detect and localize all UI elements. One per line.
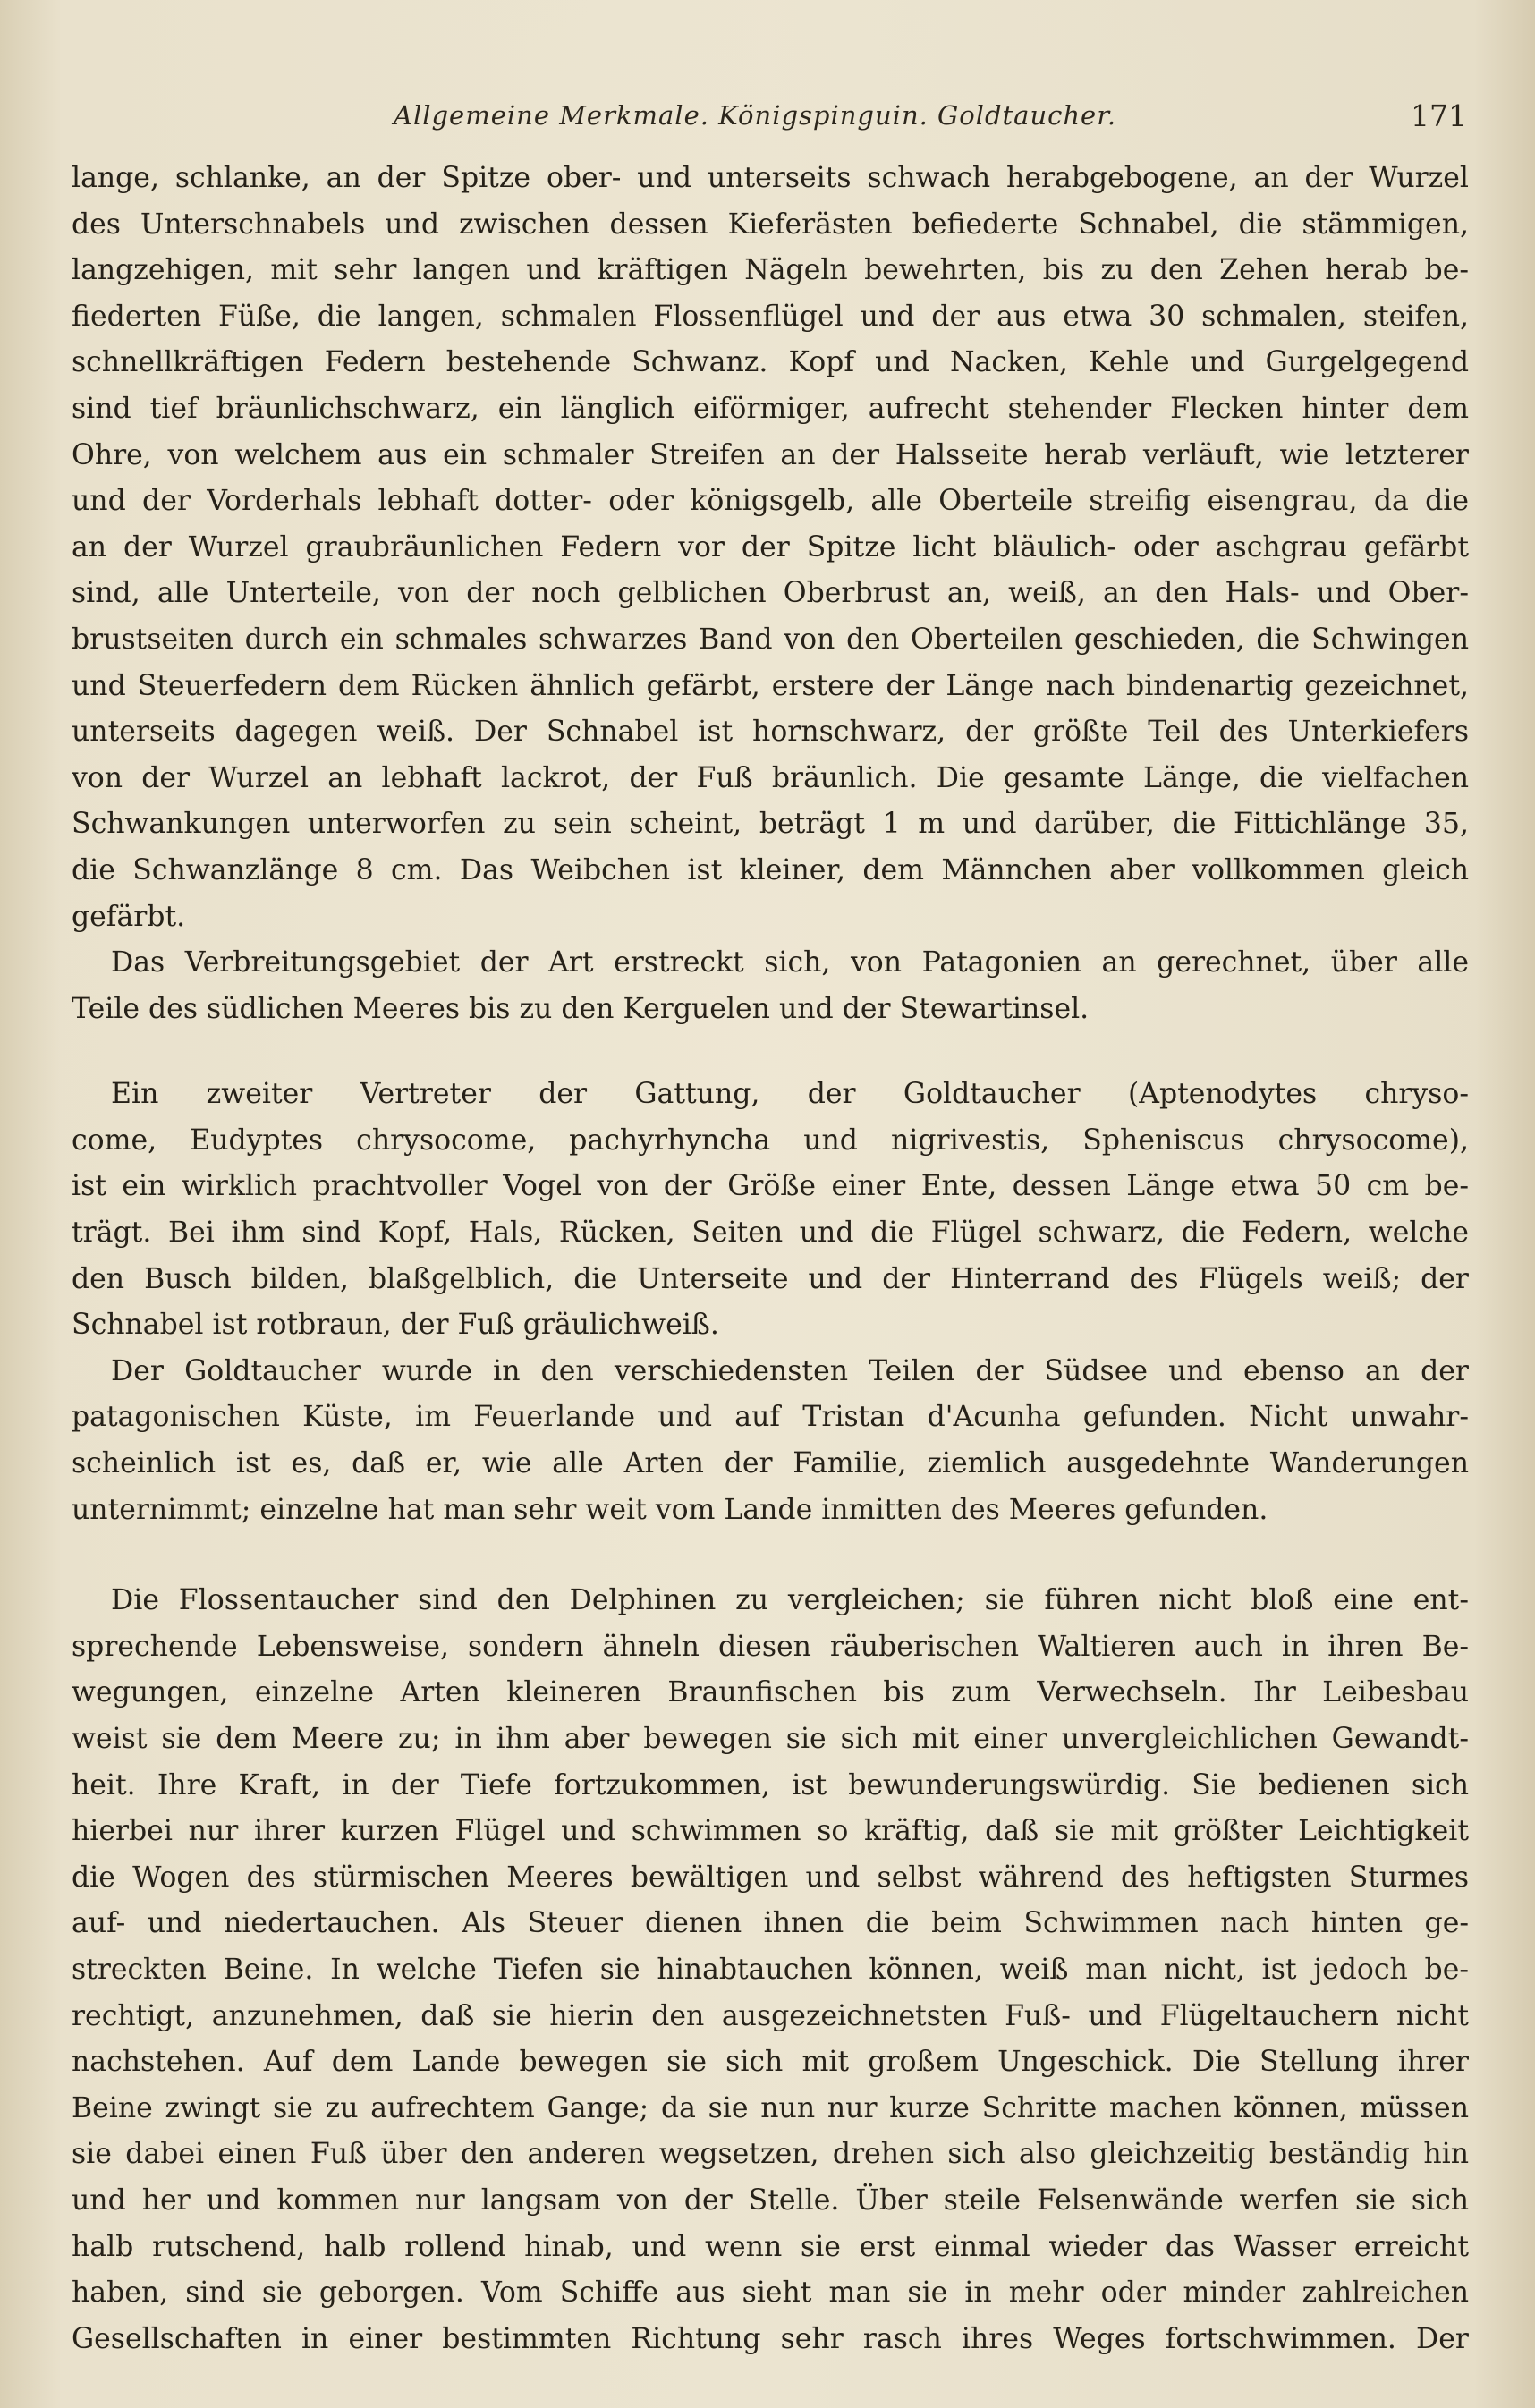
- text-line: weist sie dem Meere zu; in ihm aber bewegen sie sich mit einer unvergleichlichen Gewandt-: [72, 1723, 1469, 1755]
- text-line: des Unterschnabels und zwischen dessen Kieferästen befiederte Schnabel, die stämmigen,: [72, 208, 1469, 241]
- text-line: Ein zweiter Vertreter der Gattung, der Goldtaucher (Aptenodytes chryso-: [111, 1078, 1469, 1111]
- text-line: gefärbt.: [72, 900, 186, 933]
- text-line: patagonischen Küste, im Feuerlande und auf Tristan d'Acunha gefunden. Nicht unwahr-: [72, 1401, 1469, 1434]
- paragraph: [72, 940, 1469, 1032]
- text-line: die Schwanzlänge 8 cm. Das Weibchen ist kleiner, dem Männchen aber vollkommen gleich: [72, 853, 1469, 886]
- body-text: [72, 156, 1469, 2362]
- text-line: die Wogen des stürmischen Meeres bewältigen und selbst während des heftigsten Sturmes: [72, 1861, 1469, 1894]
- text-line: heit. Ihre Kraft, in der Tiefe fortzukommen, ist bewunderungswürdig. Sie bedienen sich: [72, 1768, 1469, 1802]
- text-line: lange, schlanke, an der Spitze ober- und unterseits schwach herabgebogene, an der Wurzel: [72, 162, 1469, 194]
- text-line: Gesellschaften in einer bestimmten Richtung sehr rasch ihres Weges fortschwimmen. Der: [72, 2322, 1469, 2355]
- text-line: Die Flossentaucher sind den Delphinen zu vergleichen; sie führen nicht bloß eine ent-: [111, 1584, 1469, 1617]
- text-line: streckten Beine. In welche Tiefen sie hinabtauchen können, weiß man nicht, ist jedoch be-: [72, 1953, 1469, 1986]
- text-line: und Steuerfedern dem Rücken ähnlich gefärbt, erstere der Länge nach bindenartig gezeichnet,: [72, 669, 1469, 702]
- text-line: scheinlich ist es, daß er, wie alle Arten der Familie, ziemlich ausgedehnte Wanderungen: [72, 1447, 1469, 1480]
- text-line: rechtigt, anzunehmen, daß sie hierin den ausgezeichnetsten Fuß- und Flügeltauchern nicht: [72, 1999, 1469, 2032]
- text-line: an der Wurzel graubräunlichen Federn vor der Spitze licht bläulich- oder aschgrau gefärbt: [72, 530, 1469, 564]
- text-line: brustseiten durch ein schmales schwarzes Band von den Oberteilen geschieden, die Schwingen: [72, 623, 1469, 656]
- text-line: Beine zwingt sie zu aufrechtem Gange; da sie nun nur kurze Schritte machen können, müssen: [72, 2091, 1469, 2124]
- text-line: von der Wurzel an lebhaft lackrot, der Fuß bräunlich. Die gesamte Länge, die vielfachen: [72, 761, 1469, 794]
- text-line: den Busch bilden, blaßgelblich, die Unterseite und der Hinterrand des Flügels weiß; der: [72, 1262, 1469, 1295]
- text-line: wegungen, einzelne Arten kleineren Braunfischen bis zum Verwechseln. Ihr Leibesbau: [72, 1676, 1469, 1709]
- text-line: Teile des südlichen Meeres bis zu den Kerguelen und der Stewartinsel.: [72, 992, 1090, 1025]
- paragraph: [72, 1072, 1469, 1349]
- text-line: unterseits dagegen weiß. Der Schnabel ist hornschwarz, der größte Teil des Unterkiefers: [72, 716, 1469, 749]
- text-line: Schwankungen unterworfen zu sein scheint, beträgt 1 m und darüber, die Fittichlänge 35,: [72, 808, 1469, 841]
- text-line: schnellkräftigen Federn bestehende Schwanz. Kopf und Nacken, Kehle und Gurgelgegend: [72, 346, 1469, 379]
- text-line: Das Verbreitungsgebiet der Art erstreckt sich, von Patagonien an gerechnet, über alle: [111, 946, 1469, 979]
- text-line: sind tief bräunlichschwarz, ein länglich eiförmiger, aufrecht stehender Flecken hinter dem: [72, 392, 1469, 425]
- section-gap: [72, 1533, 1469, 1578]
- text-line: trägt. Bei ihm sind Kopf, Hals, Rücken, Seiten und die Flügel schwarz, die Federn, welche: [72, 1217, 1469, 1250]
- text-line: auf- und niedertauchen. Als Steuer dienen ihnen die beim Schwimmen nach hinten ge-: [72, 1907, 1469, 1940]
- text-line: Der Goldtaucher wurde in den verschiedensten Teilen der Südsee und ebenso an der: [111, 1354, 1469, 1387]
- text-line: nachstehen. Auf dem Lande bewegen sie sich mit großem Ungeschick. Die Stellung ihrer: [72, 2046, 1469, 2079]
- paragraph: [72, 156, 1469, 940]
- text-line: Schnabel ist rotbraun, der Fuß gräulichweiß.: [72, 1309, 719, 1342]
- page-number: 171: [1411, 98, 1467, 133]
- paragraph: [72, 1349, 1469, 1533]
- page-header: [72, 93, 1467, 147]
- running-head: Allgemeine Merkmale. Königspinguin. Goldtaucher.: [394, 100, 1117, 131]
- text-line: sind, alle Unterteile, von der noch gelblichen Oberbrust an, weiß, an den Hals- und Ober-: [72, 577, 1469, 610]
- text-line: fiederten Füße, die langen, schmalen Flossenflügel und der aus etwa 30 schmalen, steifen,: [72, 300, 1469, 333]
- section-gap: [72, 1032, 1469, 1072]
- text-line: ist ein wirklich prachtvoller Vogel von der Größe einer Ente, dessen Länge etwa 50 cm be-: [72, 1170, 1469, 1203]
- text-line: und der Vorderhals lebhaft dotter- oder königsgelb, alle Oberteile streifig eisengrau, da die: [72, 485, 1469, 518]
- text-line: langzehigen, mit sehr langen und kräftigen Nägeln bewehrten, bis zu den Zehen herab be-: [72, 254, 1469, 287]
- text-line: Ohre, von welchem aus ein schmaler Streifen an der Halsseite herab verläuft, wie letzterer: [72, 438, 1469, 471]
- text-line: sie dabei einen Fuß über den anderen wegsetzen, drehen sich also gleichzeitig beständig hin: [72, 2138, 1469, 2171]
- text-line: unternimmt; einzelne hat man sehr weit vom Lande inmitten des Meeres gefunden.: [72, 1493, 1268, 1526]
- text-line: hierbei nur ihrer kurzen Flügel und schwimmen so kräftig, daß sie mit größter Leichtigkeit: [72, 1815, 1469, 1848]
- text-line: sprechende Lebensweise, sondern ähneln diesen räuberischen Waltieren auch in ihren Be-: [72, 1630, 1469, 1663]
- text-line: halb rutschend, halb rollend hinab, und wenn sie erst einmal wieder das Wasser erreicht: [72, 2230, 1469, 2263]
- text-line: haben, sind sie geborgen. Vom Schiffe aus sieht man sie in mehr oder minder zahlreichen: [72, 2277, 1469, 2310]
- text-line: come, Eudyptes chrysocome, pachyrhyncha und nigrivestis, Spheniscus chrysocome),: [72, 1123, 1469, 1157]
- paragraph: [72, 1578, 1469, 2362]
- text-line: und her und kommen nur langsam von der Stelle. Über steile Felsenwände werfen sie sich: [72, 2183, 1469, 2217]
